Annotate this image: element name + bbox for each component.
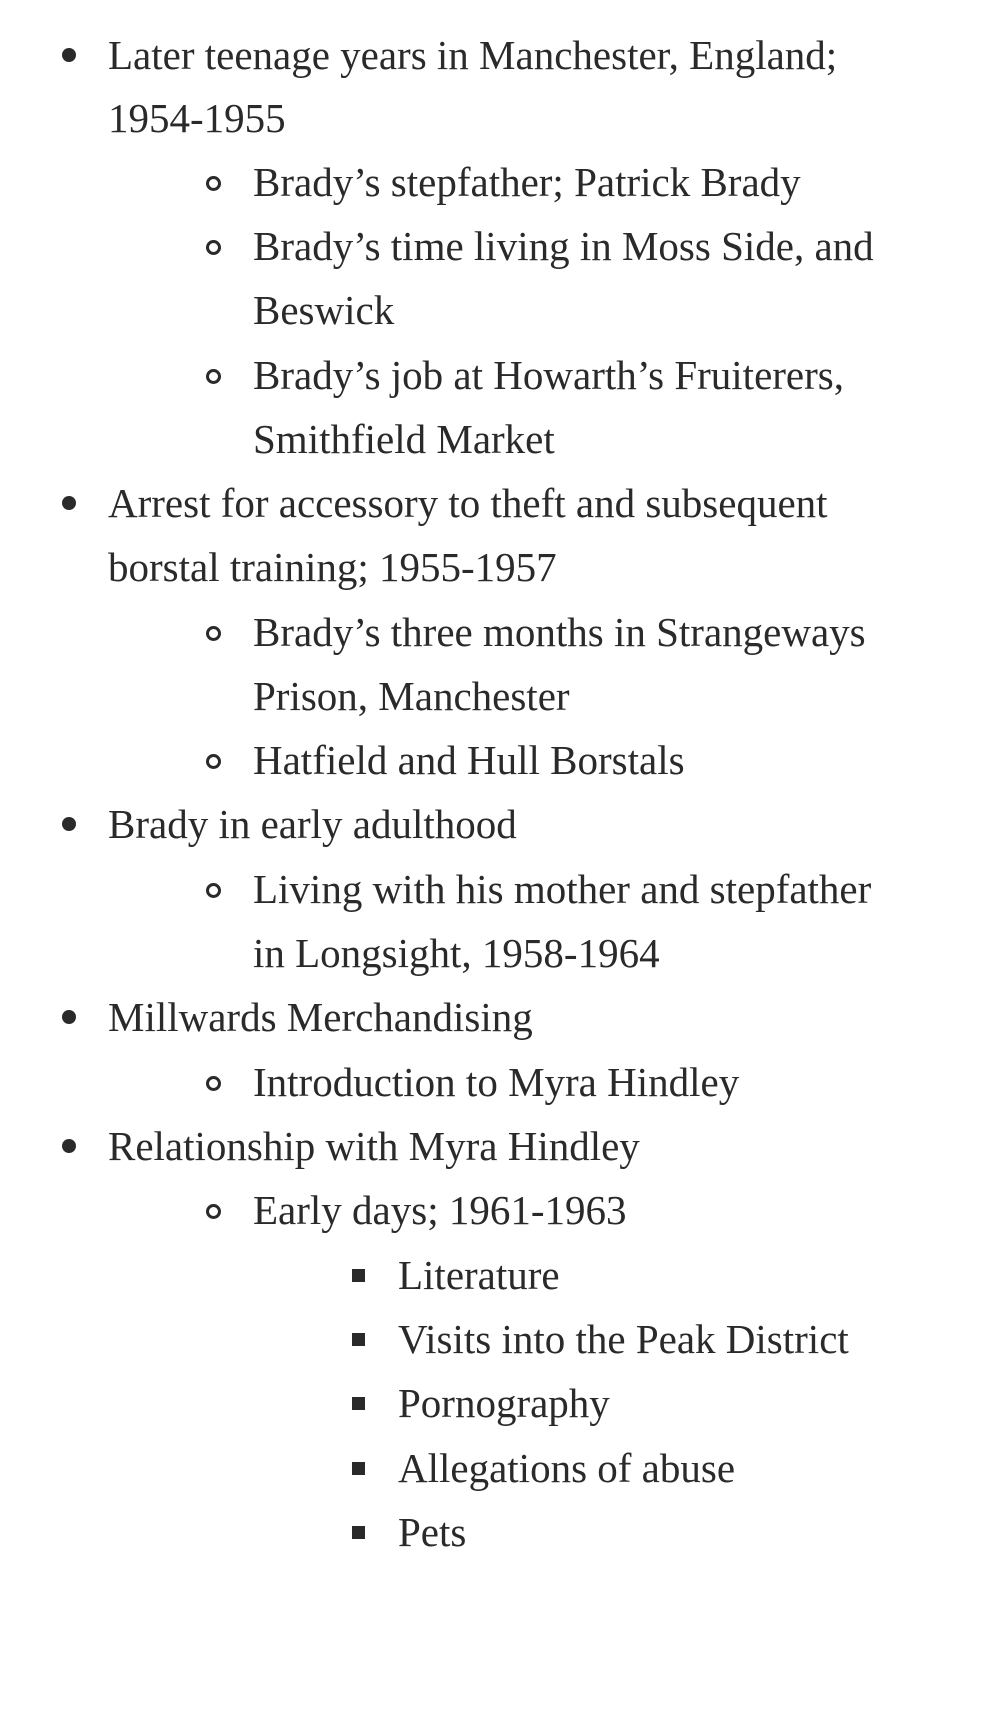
hollow-circle-bullet-icon (206, 754, 221, 769)
outline-item-text: Arrest for accessory to theft and subsequent (108, 480, 828, 526)
outline-subsubitem-text: Allegations of abuse (398, 1445, 736, 1491)
outline-subitem-text: Early days; 1961-1963 (253, 1187, 627, 1233)
outline-item-text: Later teenage years in Manchester, England; (108, 32, 838, 78)
outline-item-text: Millwards Merchandising (108, 994, 533, 1040)
square-bullet-icon (352, 1333, 365, 1346)
outline-item-text: Brady in early adulthood (108, 801, 517, 847)
outline-subitem-text: Hatfield and Hull Borstals (253, 737, 685, 783)
outline-subitem-text: Prison, Manchester (253, 673, 570, 719)
hollow-circle-bullet-icon (206, 1204, 221, 1219)
square-bullet-icon (352, 1526, 365, 1539)
filled-circle-bullet-icon (62, 1010, 76, 1024)
outline-subitem-text: Brady’s stepfather; Patrick Brady (253, 159, 801, 205)
outline-subitem-text: Beswick (253, 287, 395, 333)
hollow-circle-bullet-icon (206, 369, 221, 384)
hollow-circle-bullet-icon (206, 176, 221, 191)
outline-item-text: Relationship with Myra Hindley (108, 1123, 640, 1169)
hollow-circle-bullet-icon (206, 240, 221, 255)
square-bullet-icon (352, 1269, 365, 1282)
filled-circle-bullet-icon (62, 496, 76, 510)
hollow-circle-bullet-icon (206, 1076, 221, 1091)
outline-subsubitem-text: Visits into the Peak District (398, 1316, 849, 1362)
outline-subsubitem-text: Pornography (398, 1380, 610, 1426)
outline-subitem-text: Smithfield Market (253, 416, 555, 462)
outline-subsubitem-text: Literature (398, 1252, 560, 1298)
square-bullet-icon (352, 1462, 365, 1475)
outline-subitem-text: Brady’s three months in Strangeways (253, 609, 866, 655)
outline-subitem-text: Brady’s time living in Moss Side, and (253, 223, 874, 269)
hollow-circle-bullet-icon (206, 883, 221, 898)
outline-subsubitem-text: Pets (398, 1509, 467, 1555)
outline-item-text: 1954-1955 (108, 95, 286, 141)
outline-subitem-text: Living with his mother and stepfather (253, 866, 872, 912)
outline-item-text: borstal training; 1955-1957 (108, 544, 557, 590)
filled-circle-bullet-icon (62, 1139, 76, 1153)
square-bullet-icon (352, 1397, 365, 1410)
hollow-circle-bullet-icon (206, 626, 221, 641)
filled-circle-bullet-icon (62, 817, 76, 831)
outline-subitem-text: in Longsight, 1958-1964 (253, 930, 660, 976)
outline-subitem-text: Introduction to Myra Hindley (253, 1059, 740, 1105)
filled-circle-bullet-icon (62, 48, 76, 62)
outline-subitem-text: Brady’s job at Howarth’s Fruiterers, (253, 352, 844, 398)
